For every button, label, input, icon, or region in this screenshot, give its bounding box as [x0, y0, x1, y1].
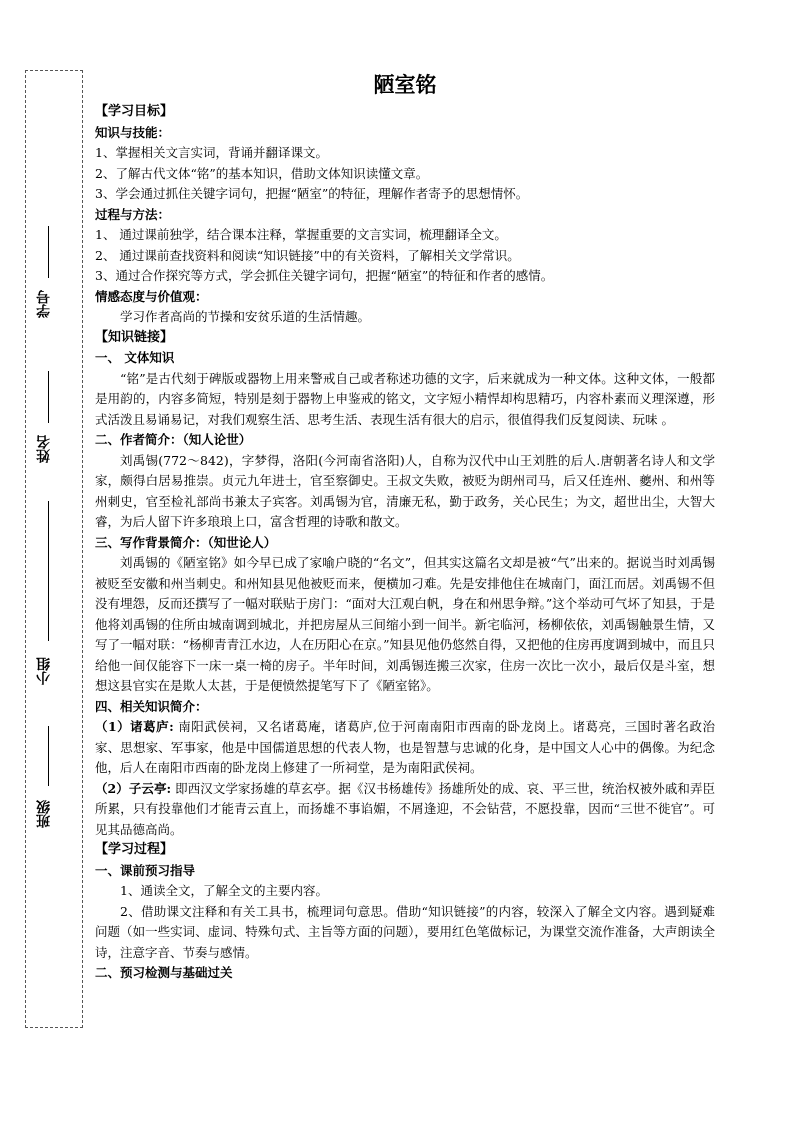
goal-item: 2、 通过课前查找资料和阅读“知识链接”中的有关资料，了解相关文学常识。: [95, 247, 520, 263]
process-heading: 【学习过程】: [95, 842, 174, 857]
name-line: [48, 371, 49, 423]
author-paragraph: 刘禹锡(772～842)，字梦得，洛阳(今河南省洛阳)人，自称为汉代中山王刘胜的后人.唐朝著名诗人和文学家，颇得白居易推崇。贞元九年进士，官至察御史。王叔文失败，被贬为朗州司马，后又任连州、夔州、和州等州刺史，官至检礼部尚书兼太子宾客。刘禹锡为官，清廉无私，勤于政务，关心民生；为文，超世出尘，大智大睿，为后人留下许多琅琅上口，富含哲理的诗歌和散文。: [95, 452, 715, 529]
preview-item: 1、通读全文，了解全文的主要内容。: [120, 883, 328, 898]
document-body: [95, 70, 715, 984]
preview-heading: 一、课前预习指导: [95, 862, 196, 878]
goal-item: 3、学会通过抓住关键字词句，把握“陋室”的特征，理解作者寄予的思想情怀。: [95, 186, 529, 201]
zhugelu-text: 南阳武侯祠，又名诸葛庵，诸葛庐,位于河南南阳市西南的卧龙岗上。诸葛亮，三国时著名政治家、思想家、军事家，他是中国儒道思想的代表人物，也是智慧与忠诚的化身，是中国文人心中的偶像。为纪念他，后人在南阳市西南的卧龙岗上修建了一所祠堂，是为南阳武侯祠。: [95, 719, 715, 775]
background-heading: 三、写作背景简介：（知世论人）: [95, 534, 277, 550]
check-heading: 二、预习检测与基础过关: [95, 965, 233, 980]
page-title: 陋室铭: [373, 72, 437, 97]
ziyunting-label: （2）子云亭:: [95, 780, 172, 796]
goal-item: 3、通过合作探究等方式，学会抓住关键字词句，把握“陋室”的特征和作者的感情。: [95, 268, 554, 283]
related-item-ziyunting: [95, 779, 715, 841]
related-item-zhugelu: [95, 717, 715, 779]
class-line: [48, 726, 49, 786]
goal-item: 2、了解古代文体“铭”的基本知识，借助文体知识读懂文章。: [95, 165, 429, 181]
preview-item: 2、借助课文注释和有关工具书，梳理词句意思。借助“知识链接”的内容，较深入了解全文内容。遇到疑难问题（如一些实词、虚词、特殊句式、主旨等方面的问题），要用红色笔做标记，为课堂交流作准备，大声朗读全诗，注意字音、节奏与感情。: [95, 903, 715, 960]
related-heading: 四、相关知识简介：: [95, 698, 208, 714]
goal-item: 1、掌握相关文言实词，背诵并翻译课文。: [95, 145, 328, 160]
name-label: 姓名: [36, 435, 52, 463]
binding-margin: [25, 70, 83, 1028]
goal-item: 1、 通过课前独学，结合课本注释，掌握重要的文言实词，梳理翻译全文。: [95, 227, 507, 242]
goals-heading: 【学习目标】: [95, 104, 174, 119]
student-id-label: 学号: [36, 290, 52, 318]
student-id-line: [48, 226, 49, 278]
process-method-heading: 过程与方法：: [95, 206, 171, 222]
ziyunting-text: 即西汉文学家扬雄的草玄亭。据《汉书杨雄传》扬雄所处的成、哀、平三世，统治权被外戚和弄臣所累，只有投靠他们才能青云直上，而扬雄不事谄媚，不屑逢迎，不会钻营，不愿投靠，因而“三世不徙官”。可见其品德高尚。: [95, 780, 716, 837]
genre-heading: 一、 文体知识: [95, 350, 175, 365]
goal-item: 学习作者高尚的节操和安贫乐道的生活情趣。: [120, 309, 371, 324]
author-heading: 二、作者简介：（知人论世）: [95, 432, 252, 447]
knowledge-heading: 【知识链接】: [95, 329, 174, 345]
genre-paragraph: “铭”是古代刻于碑版或器物上用来警戒自己或者称述功德的文字，后来就成为一种文体。这种文体，一般都是用韵的，内容多简短，特别是刻于器物上申鉴戒的铭文，文字短小精悍却构思精巧，内容朴素而义理深遵，形式活泼且易诵易记，对我们观察生活、思考生活、表现生活有很大的启示，很值得我们反复阅读、玩味 。: [95, 370, 715, 427]
knowledge-skills-heading: 知识与技能：: [95, 124, 171, 140]
zhugelu-label: （1）诸葛庐:: [95, 719, 174, 734]
background-paragraph: 刘禹锡的《陋室铭》如今早已成了家喻户晓的“名文”，但其实这篇名文却是被“气”出来的。据说当时刘禹锡被贬至安徽和州当刺史。和州知县见他被贬而来，便横加刁难。先是安排他住在城南门，面江而居。刘禹锡不但没有埋怨，反而还撰写了一幅对联贴于房门：“面对大江观白帆，身在和州思争辩。”这个举动可气坏了知县，于是他将刘禹锡的住所由城南调到城北，并把房屋从三间缩小到一间半。新宅临河，杨柳依依，刘禹锡触景生情，又写了一幅对联：“杨柳青青江水边，人在历阳心在京。”知县见他仍悠然自得，又把他的住房再度调到城中，而且只给他一间仅能容下一床一桌一椅的房子。半年时间，刘禹锡连搬三次家，住房一次比一次小，最后仅是斗室，想想这县官实在是欺人太甚，于是便愤然提笔写下了《陋室铭》。: [95, 555, 715, 693]
group-label: 小组: [36, 657, 52, 685]
group-line: [48, 501, 49, 641]
class-label: 班级: [36, 800, 52, 828]
emotion-heading: 情感态度与价值观：: [95, 288, 208, 304]
